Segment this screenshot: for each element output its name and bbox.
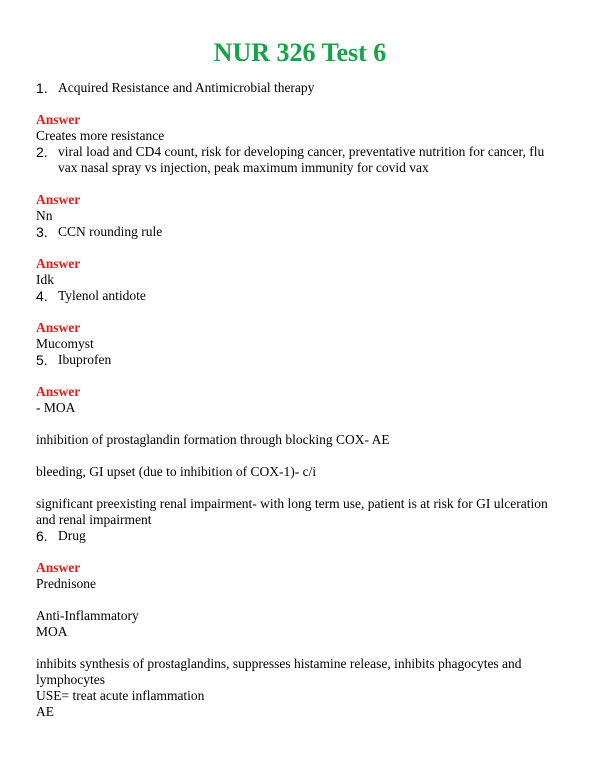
answer-text: USE= treat acute inflammation bbox=[36, 688, 205, 703]
spacer bbox=[36, 592, 566, 608]
question-number: 6. bbox=[36, 528, 48, 544]
answer-label: Answer bbox=[36, 112, 81, 127]
question-text: Tylenol antidote bbox=[58, 288, 146, 303]
spacer bbox=[36, 416, 566, 432]
question-text: CCN rounding rule bbox=[58, 224, 163, 239]
answer-text: Idk bbox=[36, 272, 54, 287]
question-number: 4. bbox=[36, 288, 48, 304]
answer-text: MOA bbox=[36, 624, 68, 639]
document-body bbox=[36, 80, 566, 720]
question-text: Drug bbox=[58, 528, 86, 543]
answer-text: AE bbox=[36, 704, 54, 719]
answer-text: Nn bbox=[36, 208, 53, 223]
question-number: 2. bbox=[36, 144, 48, 160]
answer-label: Answer bbox=[36, 384, 81, 399]
answer-text: significant preexisting renal impairment- with long term use, patient is at risk for GI ulceration and renal impairment bbox=[36, 496, 548, 527]
question-text: Ibuprofen bbox=[58, 352, 112, 367]
question-text: Acquired Resistance and Antimicrobial therapy bbox=[58, 80, 315, 95]
question-number: 3. bbox=[36, 224, 48, 240]
answer-label: Answer bbox=[36, 192, 81, 207]
answer-text: inhibition of prostaglandin formation through blocking COX- AE bbox=[36, 432, 390, 447]
spacer bbox=[36, 480, 566, 496]
question-text: viral load and CD4 count, risk for developing cancer, preventative nutrition for cancer, flu vax nasal spray vs injection, peak maximum immunity for covid vax bbox=[58, 144, 545, 175]
spacer bbox=[36, 448, 566, 464]
answer-text: inhibits synthesis of prostaglandins, suppresses histamine release, inhibits phagocytes and lymphocytes bbox=[36, 656, 522, 687]
answer-label: Answer bbox=[36, 256, 81, 271]
answer-text: Creates more resistance bbox=[36, 128, 165, 143]
question-3 bbox=[36, 224, 566, 240]
answer-text: Prednisone bbox=[36, 576, 96, 591]
answer-label: Answer bbox=[36, 560, 81, 575]
question-2 bbox=[36, 144, 566, 176]
page-title: NUR 326 Test 6 bbox=[213, 38, 387, 67]
answer-text: - MOA bbox=[36, 400, 76, 415]
answer-text: Anti-Inflammatory bbox=[36, 608, 139, 623]
question-5 bbox=[36, 352, 566, 368]
answer-label: Answer bbox=[36, 320, 81, 335]
spacer bbox=[36, 640, 566, 656]
answer-text: Mucomyst bbox=[36, 336, 94, 351]
question-4 bbox=[36, 288, 566, 304]
answer-text: bleeding, GI upset (due to inhibition of COX-1)- c/i bbox=[36, 464, 317, 479]
question-1 bbox=[36, 80, 566, 96]
question-6 bbox=[36, 528, 566, 544]
question-number: 1. bbox=[36, 80, 48, 96]
question-number: 5. bbox=[36, 352, 48, 368]
